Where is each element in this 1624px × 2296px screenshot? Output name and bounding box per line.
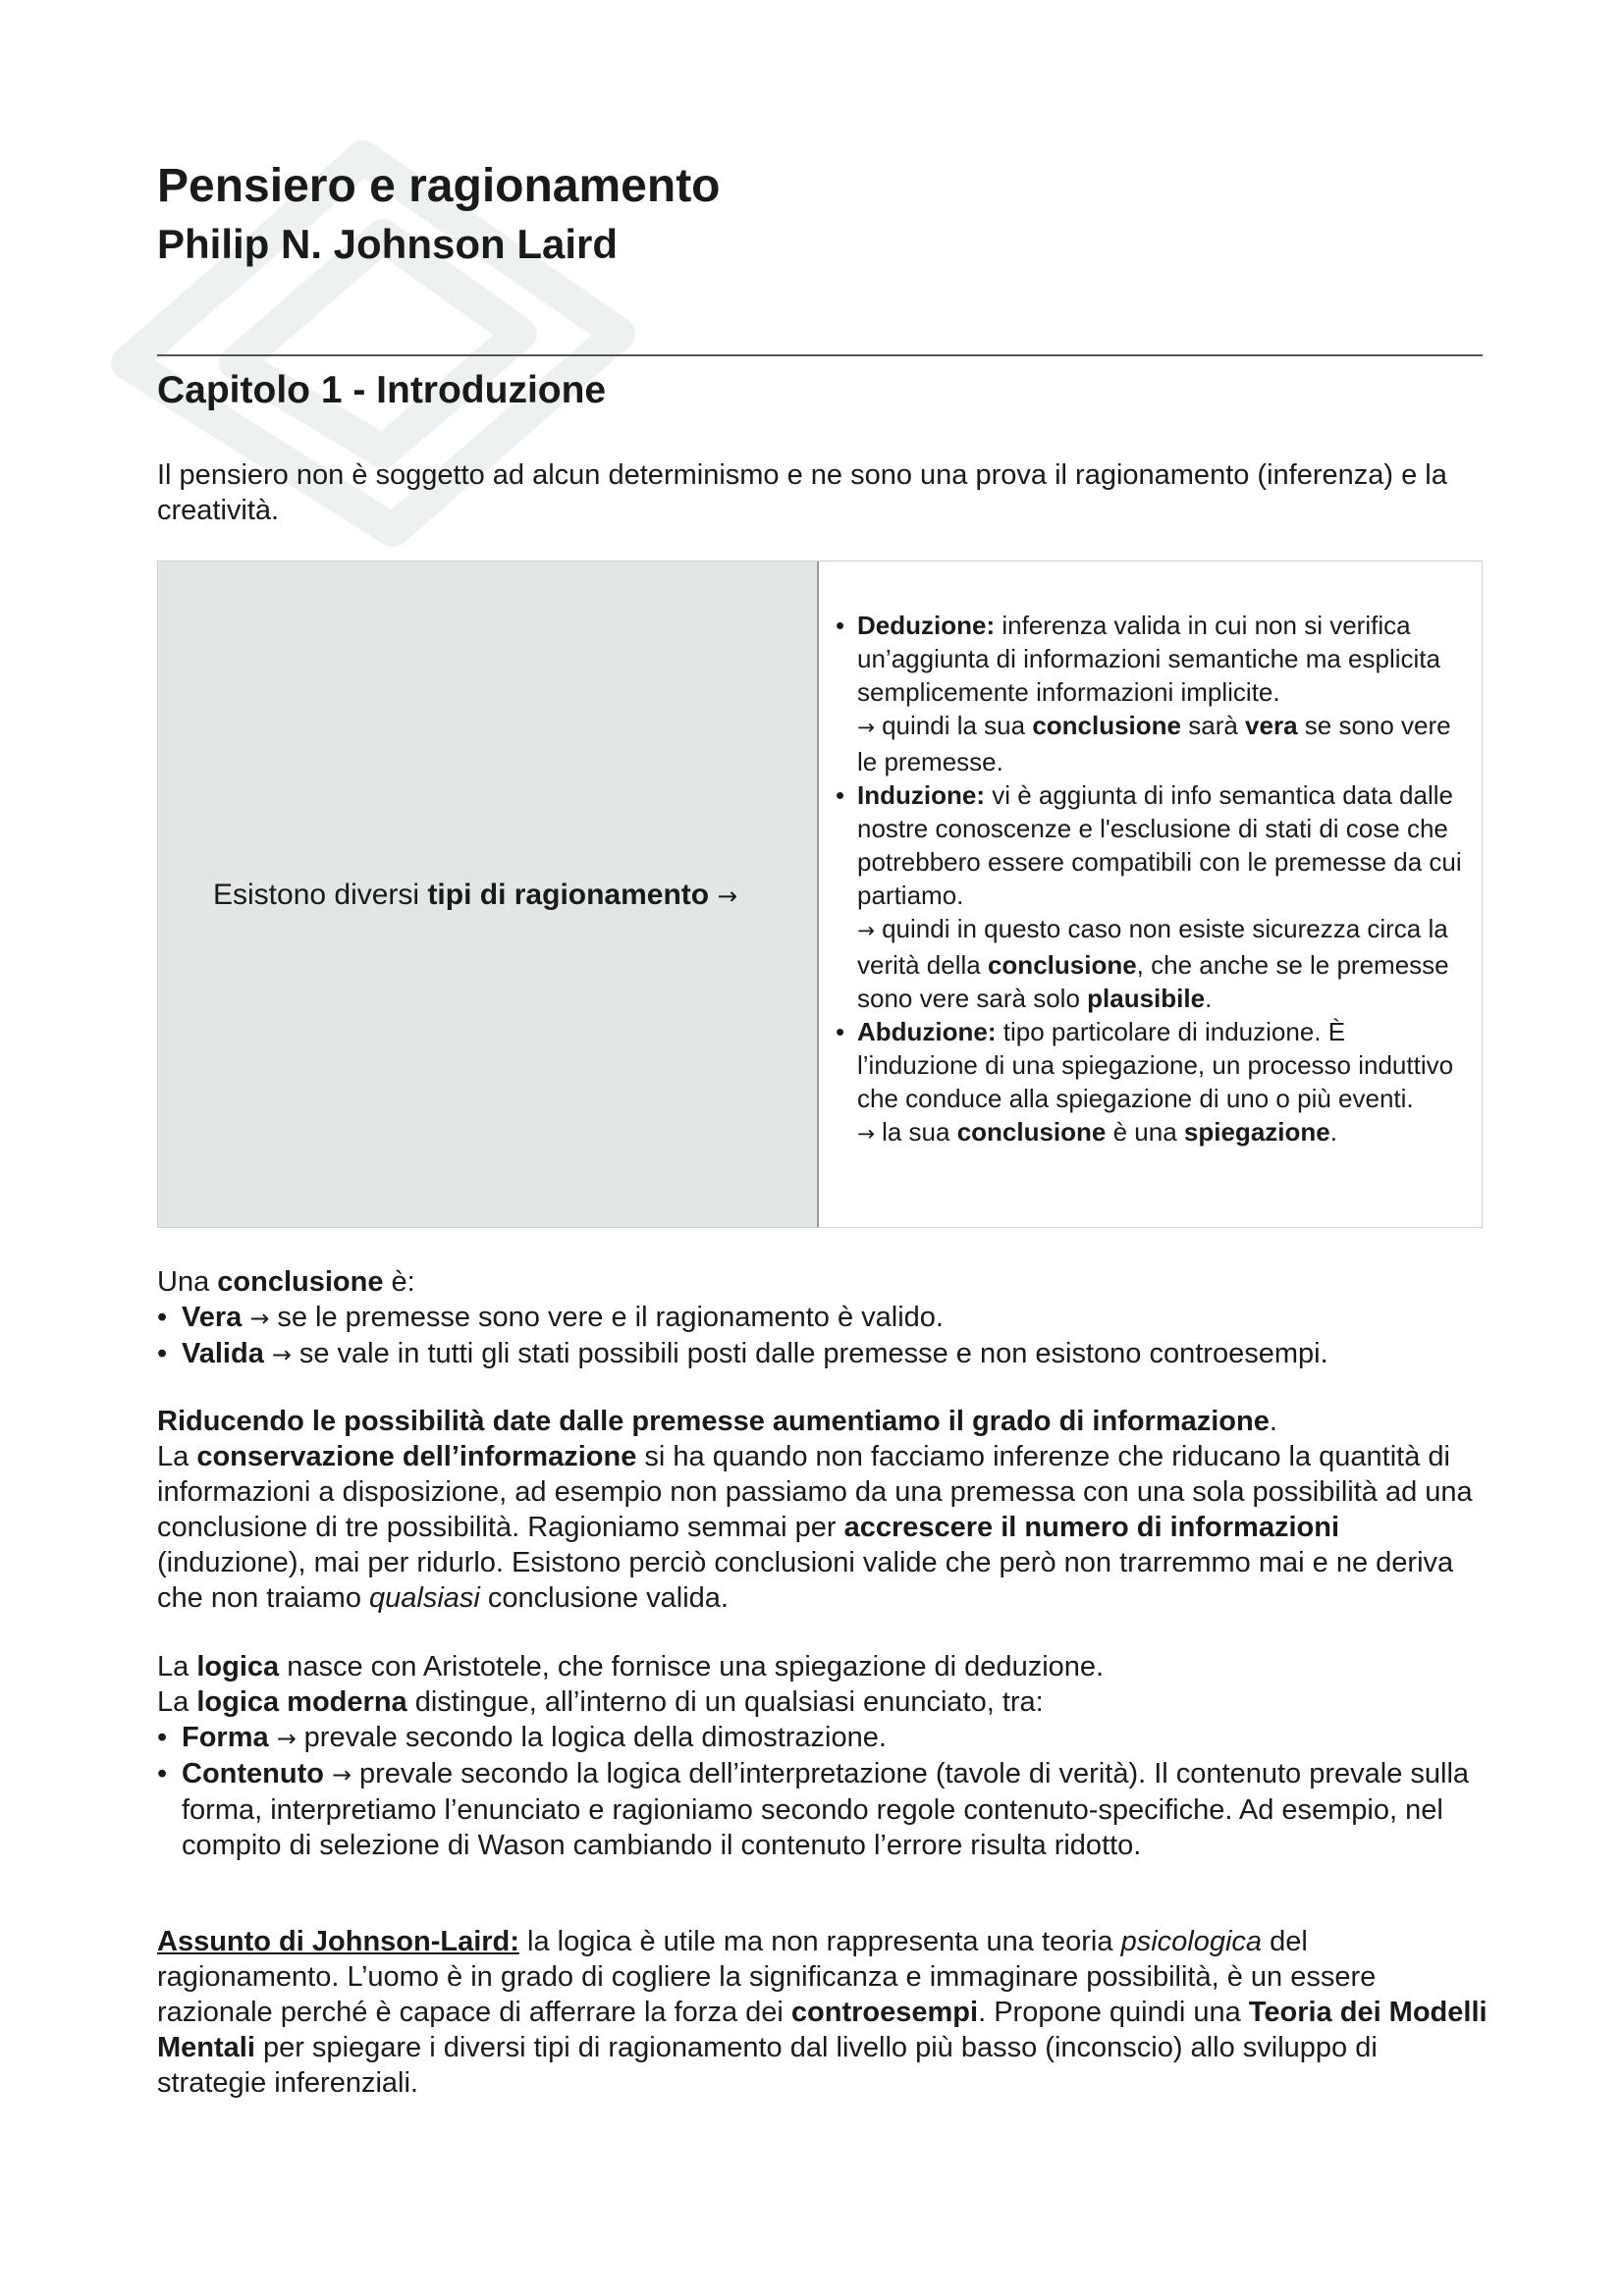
list-item-contenuto: • Contenuto → prevale secondo la logica dell’interpretazione (tavole di verità). Il contenuto prevale sulla forma, interpretiamo l’enunciato e ragioniamo secondo regole contenuto-specifiche. Ad esempio, nel compito di selezione di Wason cambiando il contenuto l’errore risulta ridotto. [157, 1756, 1492, 1863]
conclusion-section [157, 1264, 1492, 1372]
list-item-vera: • Vera → se le premesse sono vere e il ragionamento è valido. [157, 1300, 1492, 1336]
assumption-section [157, 1924, 1492, 2101]
arrow-right-icon: → [717, 881, 738, 910]
table-left-cell [158, 561, 819, 1227]
list-item-valida: • Valida → se vale in tutti gli stati possibili posti dalle premesse e non esistono controesempi. [157, 1336, 1492, 1372]
arrow-right-icon: → [271, 1341, 292, 1368]
chapter-heading: Capitolo 1 - Introduzione [157, 369, 607, 411]
table-right-cell [834, 609, 1467, 1151]
list-item-induzione: • Induzione: vi è aggiunta di info semantica data dalle nostre conoscenze e l'esclusione di stati di cose che potrebbero essere compatibili con le premesse da cui partiamo. → quindi in questo caso non esiste sicurezza circa la verità della conclusione, che anche se le premesse sono vere sarà solo plausibile. [834, 778, 1467, 1015]
section-divider [157, 354, 1483, 356]
conclusion-intro: Una conclusione è: [157, 1266, 415, 1298]
logic-paragraph-1: La logica nasce con Aristotele, che fornisce una spiegazione di deduzione. [157, 1651, 1105, 1682]
list-item-abduzione: • Abduzione: tipo particolare di induzione. È l’induzione di una spiegazione, un processo induttivo che conduce alla spiegazione di uno o più eventi. → la sua conclusione è una spiegazione. [834, 1015, 1467, 1151]
arrow-right-icon: → [857, 716, 875, 740]
logic-paragraph-2: La logica moderna distingue, all’interno di un qualsiasi enunciato, tra: [157, 1686, 1044, 1718]
arrow-right-icon: → [249, 1305, 270, 1332]
document-title: Pensiero e ragionamento [157, 160, 721, 212]
information-paragraph: Riducendo le possibilità date dalle premesse aumentiamo il grado di informazione. La conservazione dell’informazione si ha quando non facciamo inferenze che riducano la quantità di informazioni a disposizione, ad esempio non passiamo da una premessa con una sola possibilità ad una conclusione di tre possibilità. Ragioniamo semmai per accrescere il numero di informazioni (induzione), mai per ridurlo. Esistono perciò conclusioni valide che però non trarremmo mai e ne deriva che non traiamo qualsiasi conclusione valida. [157, 1406, 1473, 1614]
arrow-right-icon: → [857, 919, 875, 943]
reasoning-types-table [157, 561, 1483, 1228]
intro-paragraph: Il pensiero non è soggetto ad alcun determinismo e ne sono una prova il ragionamento (inferenza) e la creatività. [157, 459, 1447, 526]
information-section [157, 1404, 1492, 1616]
list-item-deduzione: • Deduzione: inferenza valida in cui non si verifica un’aggiunta di informazioni semantiche ma esplicita semplicemente informazioni implicite. → quindi la sua conclusione sarà vera se sono vere le premesse. [834, 609, 1467, 778]
assumption-paragraph: Assunto di Johnson-Laird: la logica è utile ma non rappresenta una teoria psicologica del ragionamento. L’uomo è in grado di cogliere la significanza e immaginare possibilità, è un essere razionale perché è capace di afferrare la forza dei controesempi. Propone quindi una Teoria dei Modelli Mentali per spiegare i diversi tipi di ragionamento dal livello più basso (inconscio) allo sviluppo di strategie inferenziali. [157, 1926, 1488, 2099]
arrow-right-icon: → [276, 1725, 297, 1752]
document-author: Philip N. Johnson Laird [157, 221, 619, 267]
list-item-forma: • Forma → prevale secondo la logica della dimostrazione. [157, 1720, 1492, 1756]
arrow-right-icon: → [857, 1122, 875, 1147]
arrow-right-icon: → [332, 1761, 352, 1789]
logic-section [157, 1649, 1492, 1863]
reasoning-types-label: Esistono diversi tipi di ragionamento → [213, 879, 738, 911]
